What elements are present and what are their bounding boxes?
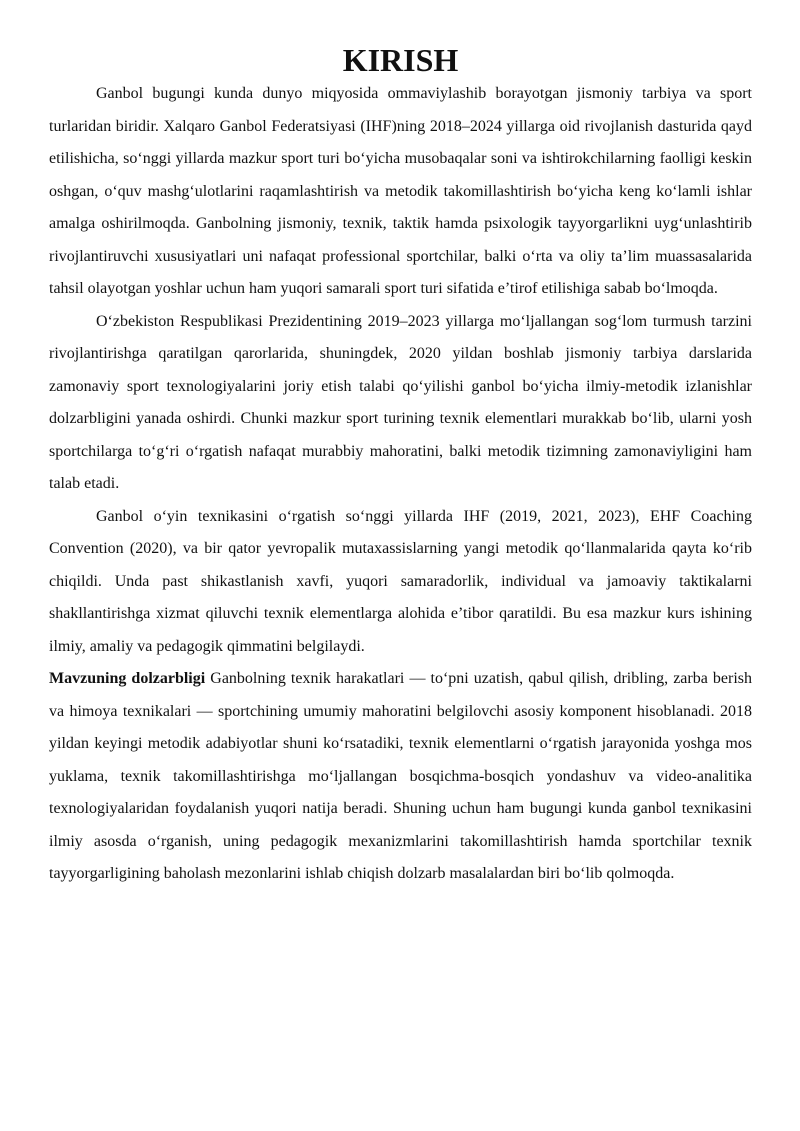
paragraph-teaching-technique: Ganbol o‘yin texnikasini o‘rgatish so‘nggi yillarda IHF (2019, 2021, 2023), EHF Coaching Convention (2020), va bir qator yevropalik mutaxassislarning yangi metodik qo‘llanmalarida qayta ko‘rib chiqildi. Unda past shikastlanish xavfi, yuqori samaradorlik, individual va jamoaviy taktikalarni shakllantirishga xizmat qiluvchi texnik elementlarga alohida e’tibor qaratildi. Bu esa mazkur kurs ishining ilmiy, amaliy va pedagogik qimmatini belgilaydi. [49,507,752,655]
document-page [49,42,753,891]
paragraph-intro: Ganbol bugungi kunda dunyo miqyosida ommaviylashib borayotgan jismoniy tarbiya va sport turlaridan biridir. Xalqaro Ganbol Federatsiyasi (IHF)ning 2018–2024 yillarga oid rivojlanish dasturida qayd etilishicha, so‘nggi yillarda mazkur sport turi bo‘yicha musobaqalar soni va ishtirokchilarning faolligi keskin oshgan, o‘quv mashg‘ulotlarini raqamlashtirish va metodik takomillashtirish bo‘yicha keng ko‘lamli ishlar amalga oshirilmoqda. Ganbolning jismoniy, texnik, taktik hamda psixologik tayyorgarlikni uyg‘unlashtirib rivojlantiruvchi xususiyatlari uni nafaqat professional sportchilar, balki o‘rta va oliy ta’lim muassasalarida tahsil olayotgan yoshlar uchun ham yuqori samarali sport turi sifatida e’tirof etilishiga sabab bo‘lmoqda. [49,85,752,297]
paragraph-relevance [49,663,752,891]
paragraph-presidential-decrees: O‘zbekiston Respublikasi Prezidentining 2019–2023 yillarga mo‘ljallangan sog‘lom turmush tarzini rivojlantirishga qaratilgan qarorlarida, shuningdek, 2020 yildan boshlab jismoniy tarbiya darslarida zamonaviy sport texnologiyalarini joriy etish talabi qo‘yilishi ganbol bo‘yicha ilmiy-metodik izlanishlar dolzarbligini yanada oshirdi. Chunki mazkur sport turining texnik elementlari murakkab bo‘lib, ularni yosh sportchilarga to‘g‘ri o‘rgatish nafaqat murabbiy mahoratini, balki metodik tizimning zamonaviyligini ham talab etadi. [49,312,752,492]
page-title: KIRISH [342,42,459,78]
relevance-text: Ganbolning texnik harakatlari — to‘pni uzatish, qabul qilish, dribling, zarba berish va himoya texnikalari — sportchining umumiy mahoratini belgilovchi asosiy komponent hisoblanadi. 2018 yildan keyingi metodik adabiyotlar shuni ko‘rsatadiki, texnik elementlarni o‘rgatish jarayonida yoshga mos yuklama, texnik takomillashtirishga mo‘ljallangan bosqichma-bosqich yondashuv va video-analitika texnologiyalaridan foydalanish yuqori natija beradi. Shuning uchun ham bugungi kunda ganbol texnikasini ilmiy asosda o‘rganish, uning pedagogik mexanizmlarini takomillashtirish hamda sportchilar texnik tayyorgarligining baholash mezonlarini ishlab chiqish dolzarb masalalardan biri bo‘lib qolmoqda. [49,670,753,882]
relevance-heading: Mavzuning dolzarbligi [49,670,206,687]
